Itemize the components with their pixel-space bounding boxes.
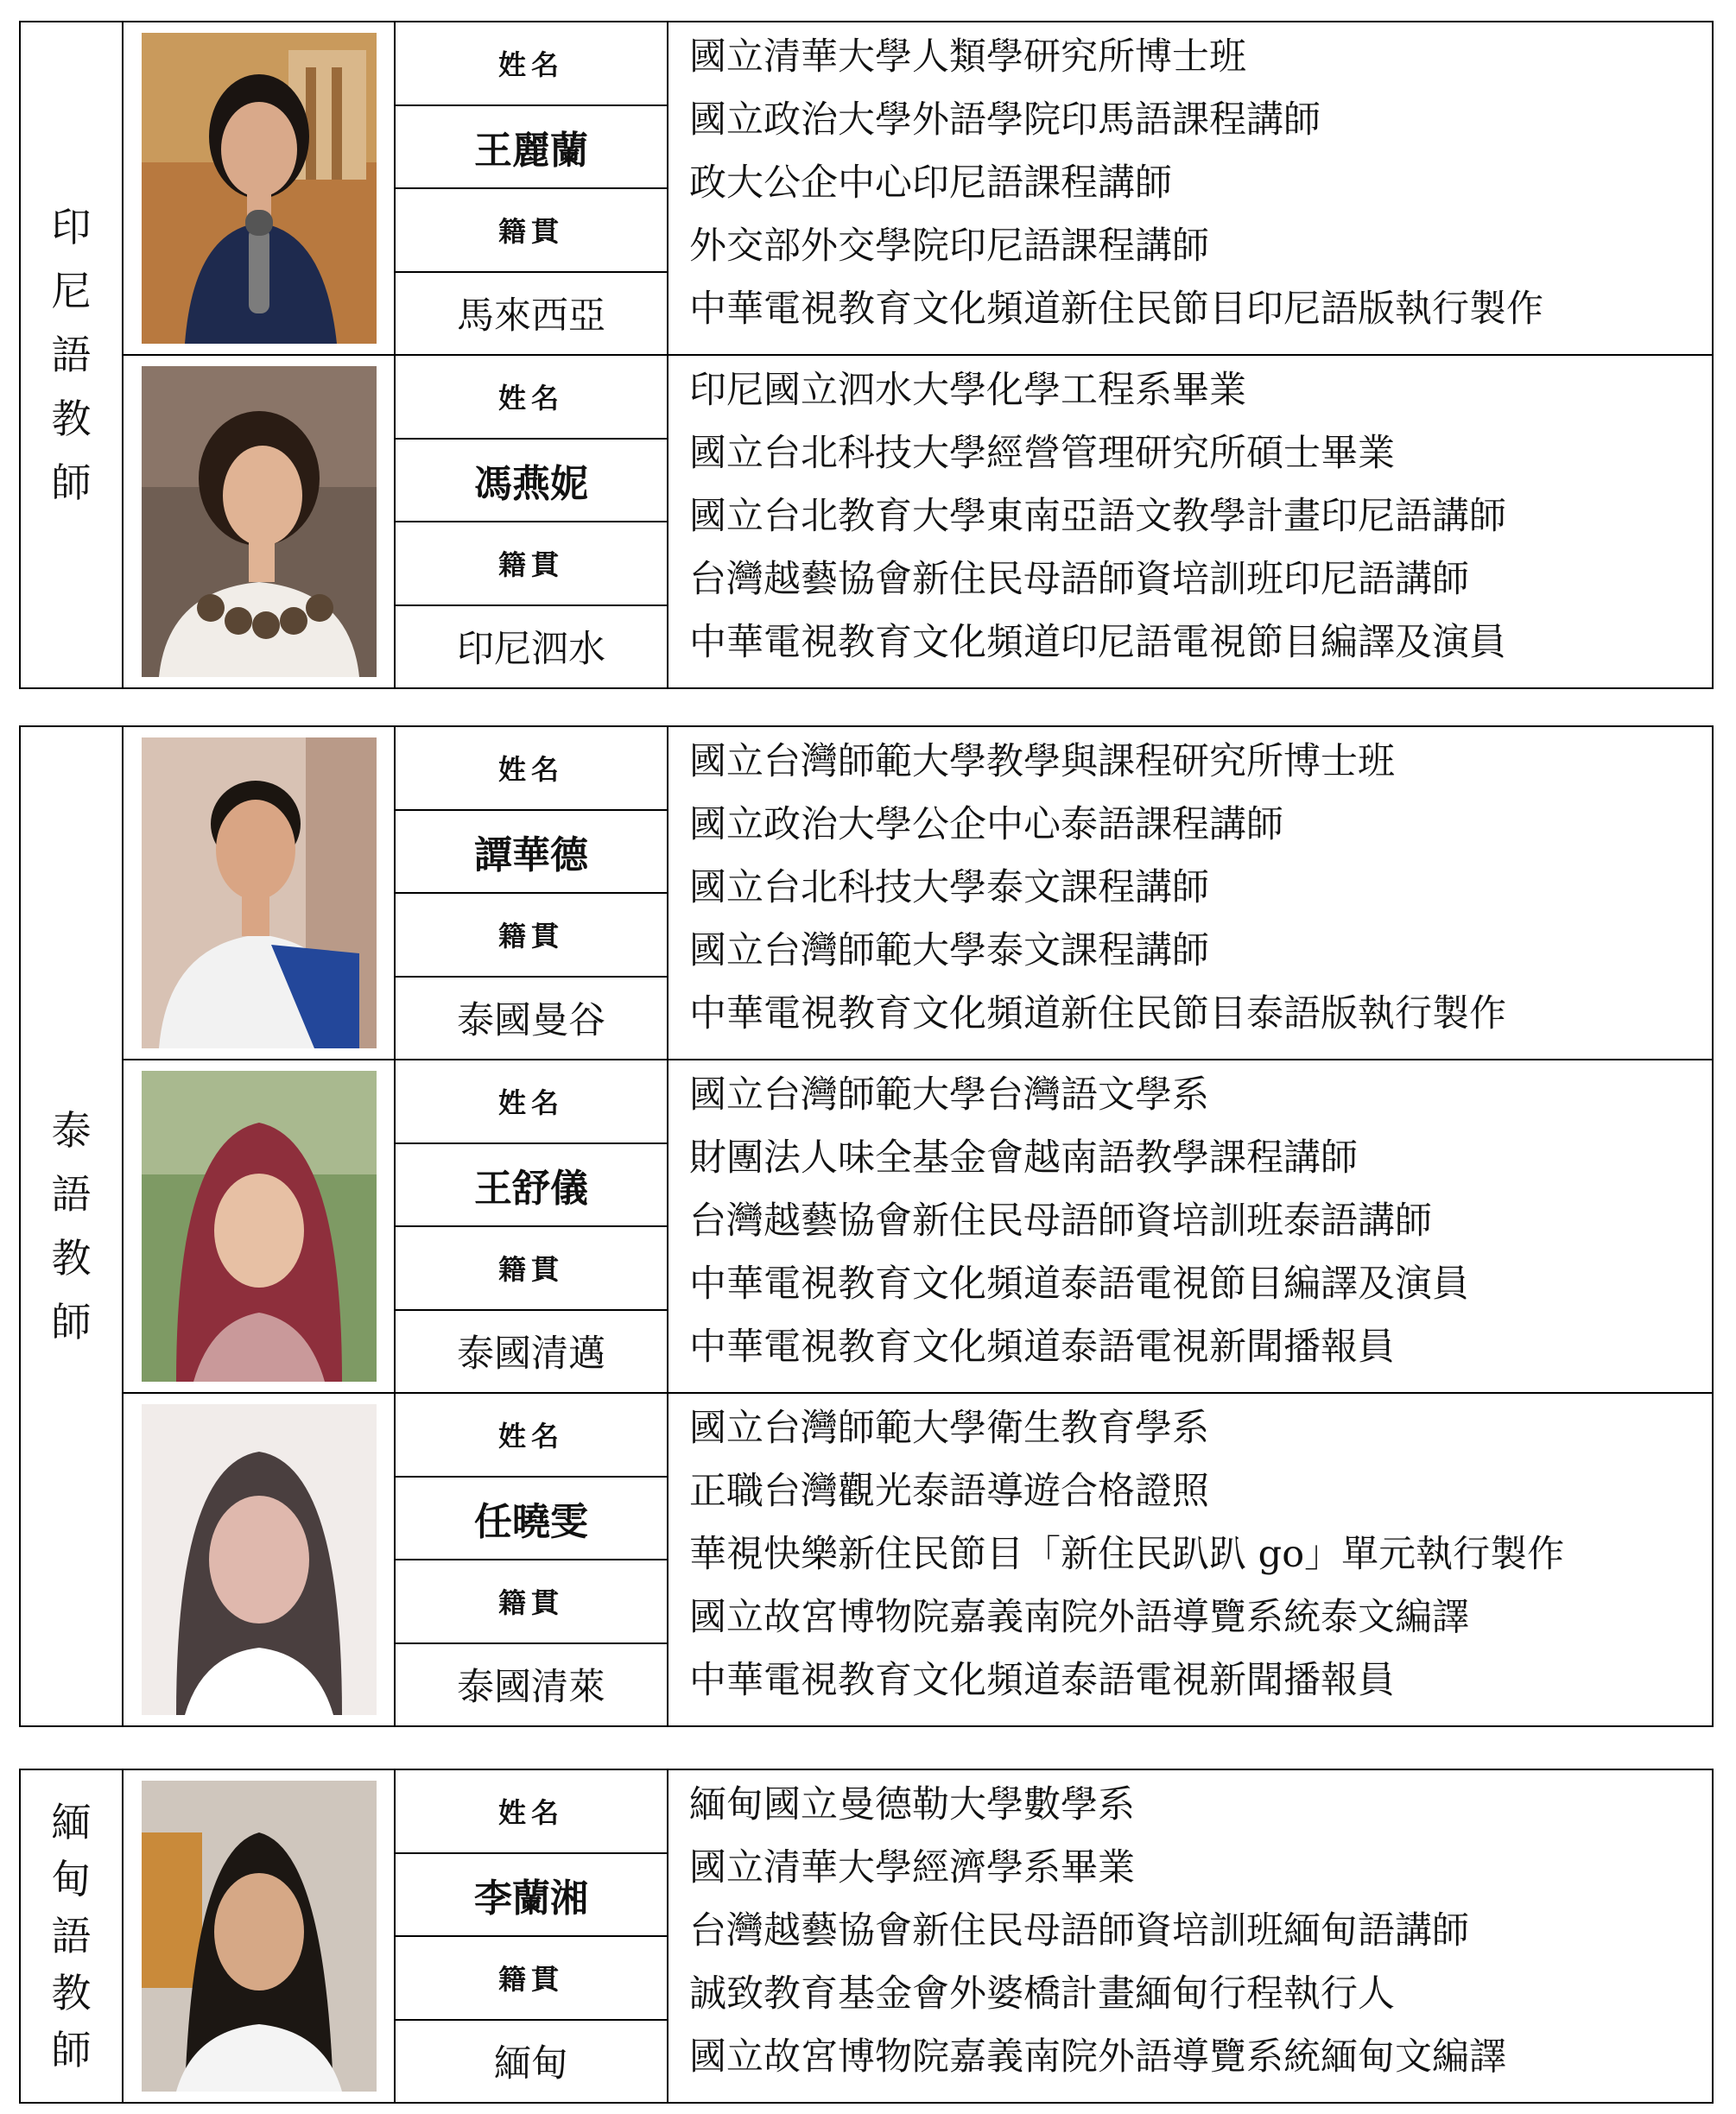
teacher-name: 譚華德 <box>395 810 668 894</box>
language-char: 教 <box>51 1235 92 1282</box>
origin-label: 籍貫 <box>395 522 668 605</box>
credential-line: 台灣越藝協會新住民母語師資培訓班印尼語講師 <box>689 558 1469 601</box>
credential-line: 國立故宮博物院嘉義南院外語導覽系統緬甸文編譯 <box>689 2035 1506 2079</box>
credential-line: 國立台北教育大學東南亞語文教學計畫印尼語講師 <box>689 495 1506 538</box>
teacher-photo-cell <box>123 355 395 688</box>
credential-line: 財團法人味全基金會越南語教學課程講師 <box>689 1136 1358 1180</box>
origin-label: 籍貫 <box>395 1936 668 2020</box>
teacher-name: 任曉雯 <box>395 1477 668 1560</box>
language-char: 甸 <box>51 1856 92 1902</box>
language-char: 泰 <box>51 1107 92 1154</box>
language-label <box>20 726 123 1726</box>
teacher-photo <box>142 1781 377 2092</box>
teacher-name: 王舒儀 <box>395 1143 668 1227</box>
credential-line: 國立台北科技大學經營管理研究所碩士畢業 <box>689 432 1395 475</box>
teacher-photo-cell <box>123 22 395 355</box>
credentials-cell <box>668 726 1713 1060</box>
credential-line: 台灣越藝協會新住民母語師資培訓班泰語講師 <box>689 1199 1432 1243</box>
teacher-table <box>19 1769 1714 2104</box>
language-char: 教 <box>51 396 92 442</box>
credential-line: 中華電視教育文化頻道泰語電視新聞播報員 <box>689 1326 1395 1369</box>
credential-line: 國立政治大學公企中心泰語課程講師 <box>689 803 1283 846</box>
language-label <box>20 1769 123 2103</box>
teacher-origin: 緬甸 <box>395 2020 668 2104</box>
credential-line: 國立台北科技大學泰文課程講師 <box>689 866 1209 909</box>
teacher-origin: 泰國清萊 <box>395 1643 668 1727</box>
language-label <box>20 22 123 688</box>
origin-label: 籍貫 <box>395 1226 668 1310</box>
credential-line: 國立故宮博物院嘉義南院外語導覽系統泰文編譯 <box>689 1596 1469 1639</box>
credential-line: 中華電視教育文化頻道印尼語電視節目編譯及演員 <box>689 621 1506 664</box>
name-label: 姓名 <box>395 726 668 810</box>
language-char: 語 <box>51 332 92 378</box>
credential-line: 國立台灣師範大學衛生教育學系 <box>689 1407 1209 1450</box>
credential-line: 國立台灣師範大學教學與課程研究所博士班 <box>689 740 1395 783</box>
language-char: 緬 <box>51 1799 92 1845</box>
section-burmese <box>19 1769 1712 2104</box>
credential-line: 中華電視教育文化頻道泰語電視節目編譯及演員 <box>689 1263 1469 1306</box>
credential-line: 國立台灣師範大學泰文課程講師 <box>689 929 1209 972</box>
teacher-name: 李蘭湘 <box>395 1853 668 1937</box>
name-label: 姓名 <box>395 1769 668 1853</box>
teacher-photo <box>142 33 377 344</box>
credential-line: 台灣越藝協會新住民母語師資培訓班緬甸語講師 <box>689 1909 1469 1953</box>
credentials-cell <box>668 1060 1713 1393</box>
language-char: 教 <box>51 1970 92 2016</box>
teacher-photo <box>142 366 377 677</box>
name-label: 姓名 <box>395 355 668 439</box>
origin-label: 籍貫 <box>395 188 668 272</box>
credential-line: 政大公企中心印尼語課程講師 <box>689 161 1172 205</box>
language-char: 師 <box>51 459 92 506</box>
credential-line: 中華電視教育文化頻道新住民節目泰語版執行製作 <box>689 992 1506 1035</box>
credential-line: 中華電視教育文化頻道泰語電視新聞播報員 <box>689 1659 1395 1702</box>
credential-line: 印尼國立泗水大學化學工程系畢業 <box>689 369 1246 412</box>
credentials-cell <box>668 22 1713 355</box>
language-char: 尼 <box>51 268 92 314</box>
teacher-photo <box>142 1404 377 1715</box>
teacher-origin: 泰國清邁 <box>395 1310 668 1394</box>
credential-line: 緬甸國立曼德勒大學數學系 <box>689 1783 1135 1826</box>
language-char: 師 <box>51 2027 92 2073</box>
teacher-table <box>19 725 1714 1727</box>
credential-line: 中華電視教育文化頻道新住民節目印尼語版執行製作 <box>689 288 1543 331</box>
teacher-name: 馮燕妮 <box>395 439 668 522</box>
teacher-origin: 馬來西亞 <box>395 272 668 356</box>
credential-line: 國立台灣師範大學台灣語文學系 <box>689 1073 1209 1117</box>
language-char: 印 <box>51 204 92 250</box>
name-label: 姓名 <box>395 1060 668 1143</box>
credentials-cell <box>668 355 1713 688</box>
credential-line: 華視快樂新住民節目「新住民趴趴 go」單元執行製作 <box>689 1533 1565 1576</box>
teacher-origin: 印尼泗水 <box>395 605 668 689</box>
teacher-photo-cell <box>123 1393 395 1726</box>
teacher-photo-cell <box>123 1769 395 2103</box>
teacher-table <box>19 21 1714 689</box>
credential-line: 正職台灣觀光泰語導遊合格證照 <box>689 1470 1209 1513</box>
origin-label: 籍貫 <box>395 893 668 977</box>
credentials-cell <box>668 1393 1713 1726</box>
language-char: 語 <box>51 1171 92 1218</box>
teacher-origin: 泰國曼谷 <box>395 977 668 1060</box>
teacher-photo <box>142 737 377 1048</box>
credential-line: 國立政治大學外語學院印馬語課程講師 <box>689 98 1321 142</box>
origin-label: 籍貫 <box>395 1560 668 1643</box>
section-thai <box>19 725 1712 1727</box>
teacher-photo-cell <box>123 726 395 1060</box>
teacher-photo <box>142 1071 377 1382</box>
name-label: 姓名 <box>395 22 668 105</box>
section-indonesian <box>19 21 1712 689</box>
language-char: 師 <box>51 1299 92 1345</box>
credentials-cell <box>668 1769 1713 2103</box>
teacher-name: 王麗蘭 <box>395 105 668 189</box>
teacher-photo-cell <box>123 1060 395 1393</box>
credential-line: 誠致教育基金會外婆橋計畫緬甸行程執行人 <box>689 1972 1395 2016</box>
credential-line: 國立清華大學經濟學系畢業 <box>689 1846 1135 1889</box>
language-char: 語 <box>51 1913 92 1959</box>
credential-line: 外交部外交學院印尼語課程講師 <box>689 225 1209 268</box>
credential-line: 國立清華大學人類學研究所博士班 <box>689 35 1246 79</box>
name-label: 姓名 <box>395 1393 668 1477</box>
